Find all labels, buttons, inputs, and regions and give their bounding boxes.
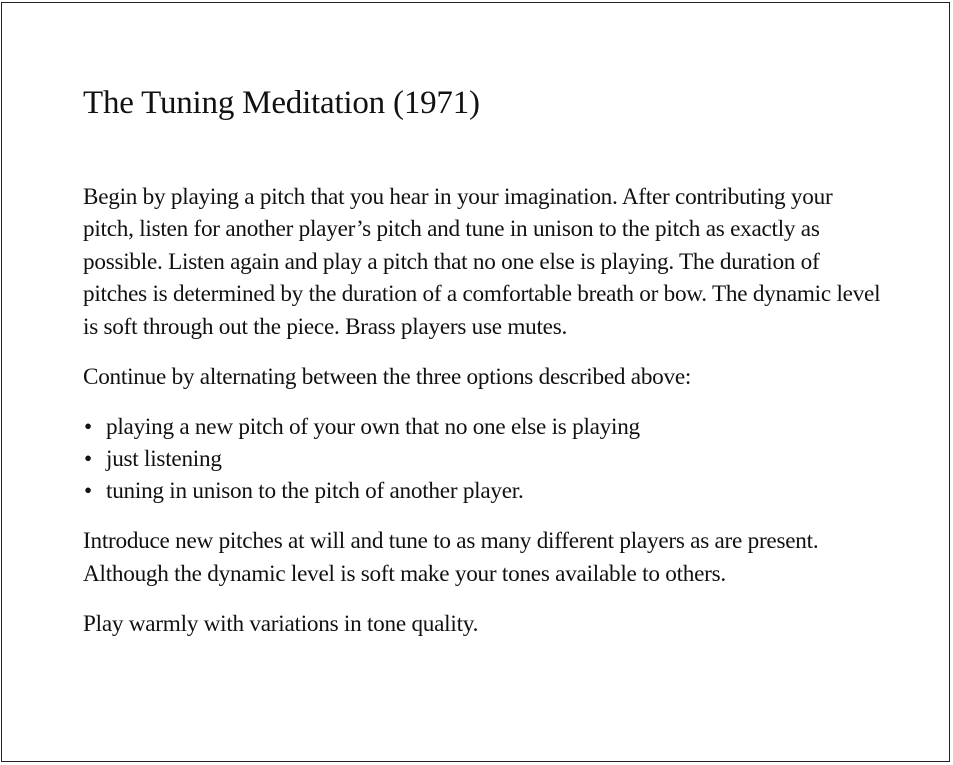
document-content (83, 81, 883, 641)
bullet-icon: • (84, 478, 92, 505)
paragraph-introduce: Introduce new pitches at will and tune to as many different players as are present. Although the dynamic level is soft make your tones available to others. (83, 528, 819, 587)
bullet-icon: • (84, 414, 92, 441)
list-item-text: playing a new pitch of your own that no one else is playing (106, 414, 640, 441)
page-frame (1, 2, 950, 762)
options-list (83, 411, 883, 507)
list-item (83, 411, 883, 443)
page-title: The Tuning Meditation (1971) (83, 85, 480, 121)
paragraph-instructions: Begin by playing a pitch that you hear in your imagination. After contributing your pitch, listen for another player’s pitch and tune in unison to the pitch as exactly as possible. Listen again and play a pitch that no one else is playing. The duration of pitches is determined by the duration of a comfortable breath or bow. The dynamic level is soft through out the piece. Brass players use mutes. (83, 184, 881, 340)
list-item (83, 475, 883, 507)
list-item-text: just listening (106, 446, 222, 473)
paragraph-continue: Continue by alternating between the three options described above: (83, 364, 692, 391)
paragraph-closing: Play warmly with variations in tone quality. (83, 611, 479, 638)
bullet-icon: • (84, 446, 92, 473)
list-item (83, 443, 883, 475)
list-item-text: tuning in unison to the pitch of another player. (106, 478, 524, 505)
